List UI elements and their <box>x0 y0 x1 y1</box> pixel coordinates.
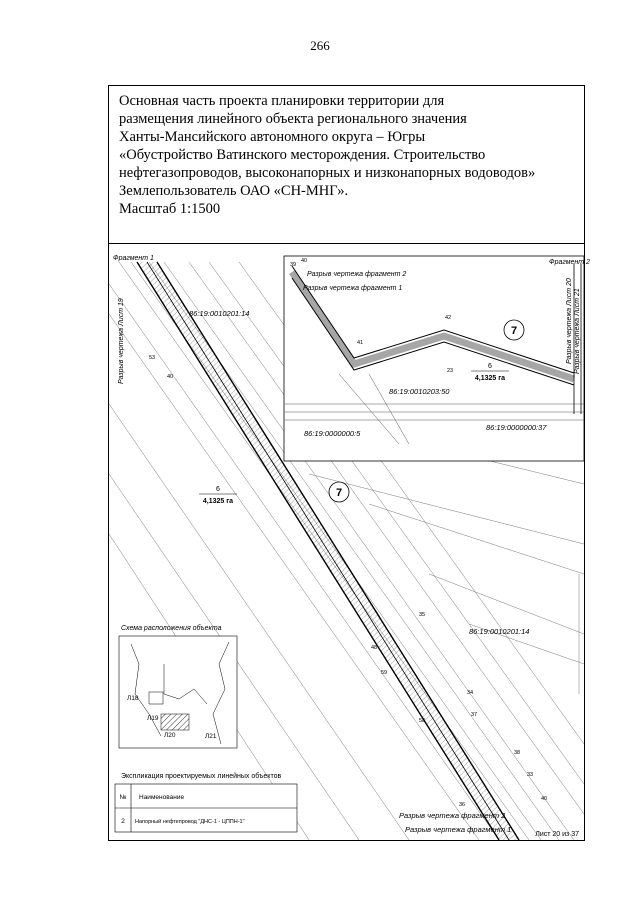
fragment-2-label: Фрагмент 2 <box>549 259 590 266</box>
scheme-l18: Л18 <box>127 695 139 702</box>
object-number-inset <box>504 320 524 340</box>
area-value: 4,1325 га <box>474 375 506 382</box>
point-label: 39 <box>290 262 297 268</box>
header-line: Землепользователь ОАО «СН-МНГ». <box>119 183 349 199</box>
location-scheme <box>119 624 237 748</box>
point-label: 37 <box>471 712 478 718</box>
planning-map <box>108 243 590 841</box>
legend-row-num: 2 <box>121 818 125 825</box>
point-label: 40 <box>541 796 548 802</box>
header-line: Основная часть проекта планировки территории для <box>119 93 445 109</box>
point-label: 59 <box>381 670 388 676</box>
header-line: нефтегазопроводов, высоконапорных и низконапорных водоводов» <box>119 165 536 181</box>
cadastral-number: 86:19:0000000:5 <box>304 429 361 438</box>
header-box <box>108 85 585 243</box>
header-line: размещения линейного объекта регионального значения <box>119 111 467 127</box>
page-number: 266 <box>310 38 330 53</box>
legend-title: Экспликация проектируемых линейных объектов <box>121 773 282 780</box>
legend-table <box>115 772 297 832</box>
area-value: 4,1325 га <box>202 498 234 505</box>
cadastral-number: 86:19:0010201:14 <box>189 309 250 318</box>
legend-col-name: Наименование <box>139 794 185 801</box>
legend-col-num: № <box>119 794 127 801</box>
area-label-main <box>199 486 237 505</box>
point-label: 58 <box>419 718 426 724</box>
area-num: 6 <box>216 486 220 493</box>
scheme-title: Схема расположения объекта <box>121 625 222 632</box>
point-label: 40 <box>301 258 308 264</box>
object-number: 7 <box>335 487 343 499</box>
break-label: Разрыв чертежа фрагмент 1 <box>405 825 512 834</box>
point-label: 35 <box>419 612 426 618</box>
scheme-l19: Л19 <box>147 715 159 722</box>
object-number-main <box>329 482 349 502</box>
break-label: Разрыв чертежа Лист 21 <box>574 288 581 374</box>
scheme-l21: Л21 <box>205 733 217 740</box>
cadastral-number: 86:19:0010203:50 <box>389 387 450 396</box>
point-label: 23 <box>447 368 454 374</box>
cadastral-number: 86:19:0010201:14 <box>469 627 530 636</box>
header-line: Ханты-Мансийского автономного округа – Югры <box>119 129 426 145</box>
point-label: 53 <box>149 355 156 361</box>
header-line: «Обустройство Ватинского месторождения. Строительство <box>119 147 486 163</box>
object-number: 7 <box>510 325 518 337</box>
legend-row-name: Напорный нефтепровод "ДНС-1 - ЦППН-1" <box>135 819 245 825</box>
header-line: Масштаб 1:1500 <box>119 201 221 217</box>
map-drawing <box>109 244 590 840</box>
point-label: 41 <box>357 340 364 346</box>
break-label: Разрыв чертежа фрагмент 2 <box>307 271 407 278</box>
point-label: 36 <box>459 802 466 808</box>
break-label: Разрыв чертежа фрагмент 2 <box>399 811 506 820</box>
fragment-1-label: Фрагмент 1 <box>113 255 154 262</box>
point-label: 40 <box>167 374 174 380</box>
area-num: 6 <box>488 363 492 370</box>
point-label: 34 <box>467 690 474 696</box>
cadastral-number: 86:19:0000000:37 <box>486 423 547 432</box>
break-label: Разрыв чертежа фрагмент 1 <box>303 285 403 292</box>
point-label: 42 <box>445 315 452 321</box>
sheet-number: Лист 20 из 37 <box>535 831 579 838</box>
break-label: Разрыв чертежа Лист 20 <box>566 278 573 364</box>
break-label: Разрыв чертежа Лист 19 <box>118 298 125 384</box>
point-label: 38 <box>514 750 521 756</box>
point-label: 48 <box>371 645 378 651</box>
point-label: 33 <box>527 772 534 778</box>
scheme-l20: Л20 <box>164 732 176 739</box>
